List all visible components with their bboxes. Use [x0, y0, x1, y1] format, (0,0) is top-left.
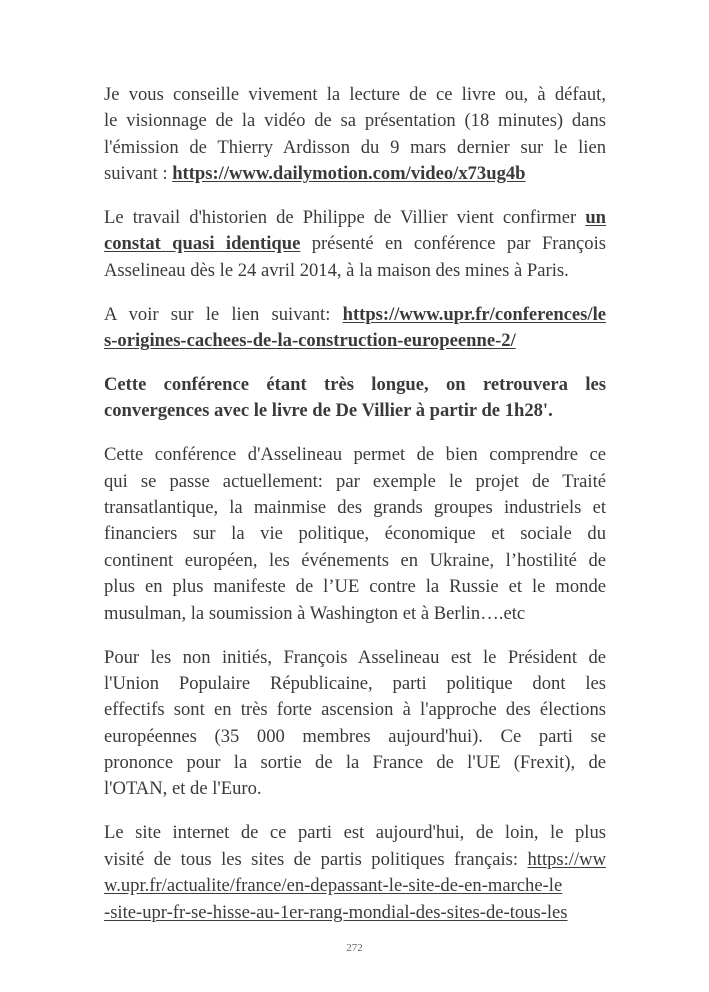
text-run: l'OTAN, et de l'Euro. [104, 778, 262, 800]
hyperlink[interactable]: s-origines-cachees-de-la-construction-europeenne-2/ [104, 330, 516, 352]
hyperlink[interactable]: constat quasi identique [104, 233, 301, 255]
hyperlink[interactable]: un [585, 207, 606, 229]
text-run: plus en plus manifeste de l’UE contre la Russie et le monde [104, 576, 606, 598]
hyperlink[interactable]: https://ww [527, 848, 606, 870]
text-line [104, 697, 606, 723]
paragraph [104, 820, 606, 926]
text-line [104, 108, 606, 134]
hyperlink[interactable]: https://www.dailymotion.com/video/x73ug4b [172, 163, 526, 185]
text-line [104, 469, 606, 495]
text-run: Le site internet de ce parti est aujourd'hui, de loin, le plus [104, 822, 606, 844]
text-run: Cette conférence d'Asselineau permet de bien comprendre ce [104, 444, 606, 466]
text-run: musulman, la soumission à Washington et à Berlin….etc [104, 602, 526, 624]
paragraph [104, 645, 606, 803]
text-line [104, 548, 606, 574]
text-line [104, 873, 606, 899]
text-run: suivant : [104, 163, 173, 185]
text-run: Je vous conseille vivement la lecture de ce livre ou, à défaut, [104, 84, 606, 105]
text-run: A voir sur le lien suivant: [104, 303, 343, 325]
text-run: visité de tous les sites de partis politiques français: [104, 848, 528, 870]
text-run: Pour les non initiés, François Asselineau est le Président de [104, 646, 606, 668]
text-line [104, 372, 606, 398]
text-run: financiers sur la vie politique, économique et sociale du [104, 523, 606, 545]
text-line [104, 398, 606, 424]
text-line [104, 820, 606, 846]
text-line [104, 847, 606, 873]
hyperlink[interactable]: w.upr.fr/actualite/france/en-depassant-le-site-de-en-marche-le [104, 875, 563, 897]
text-run: présenté en conférence par François [300, 233, 606, 255]
text-run: européennes (35 000 membres aujourd'hui). Ce parti se [104, 725, 606, 747]
text-line [104, 302, 606, 328]
document-body [104, 82, 606, 943]
text-line [104, 574, 606, 600]
text-line [104, 161, 606, 187]
text-line [104, 205, 606, 231]
text-run: transatlantique, la mainmise des grands groupes industriels et [104, 497, 606, 519]
text-line [104, 231, 606, 257]
text-run: effectifs sont en très forte ascension à l'approche des élections [104, 699, 606, 721]
hyperlink[interactable]: -site-upr-fr-se-hisse-au-1er-rang-mondial-des-sites-de-tous-les [104, 901, 568, 923]
bold-text: Cette conférence étant très longue, on retrouvera les [104, 374, 606, 396]
hyperlink[interactable]: https://www.upr.fr/conferences/le [342, 303, 606, 325]
bold-text: convergences avec le livre de De Villier à partir de 1h28'. [104, 400, 553, 422]
text-run: Le travail d'historien de Philippe de Villier vient confirmer [104, 207, 586, 229]
text-run: l'émission de Thierry Ardisson du 9 mars dernier sur le lien [104, 136, 606, 158]
paragraph [104, 82, 606, 188]
text-line [104, 601, 606, 627]
text-line [104, 442, 606, 468]
text-run: Asselineau dès le 24 avril 2014, à la maison des mines à Paris. [104, 259, 569, 281]
text-line [104, 82, 606, 108]
paragraph [104, 372, 606, 425]
text-line [104, 645, 606, 671]
text-line [104, 495, 606, 521]
text-line [104, 135, 606, 161]
page-number: 272 [346, 942, 363, 954]
paragraph [104, 442, 606, 627]
text-line [104, 776, 606, 802]
text-run: qui se passe actuellement: par exemple le projet de Traité [104, 470, 606, 492]
text-line [104, 724, 606, 750]
text-line [104, 258, 606, 284]
paragraph [104, 302, 606, 355]
text-line [104, 750, 606, 776]
text-run: le visionnage de la vidéo de sa présentation (18 minutes) dans [104, 110, 606, 132]
text-line [104, 328, 606, 354]
paragraph [104, 205, 606, 284]
text-line [104, 900, 606, 926]
text-run: l'Union Populaire Républicaine, parti politique dont les [104, 672, 606, 694]
text-line [104, 521, 606, 547]
text-line [104, 671, 606, 697]
text-run: continent européen, les événements en Ukraine, l’hostilité de [104, 549, 606, 571]
text-run: prononce pour la sortie de la France de l'UE (Frexit), de [104, 752, 606, 774]
